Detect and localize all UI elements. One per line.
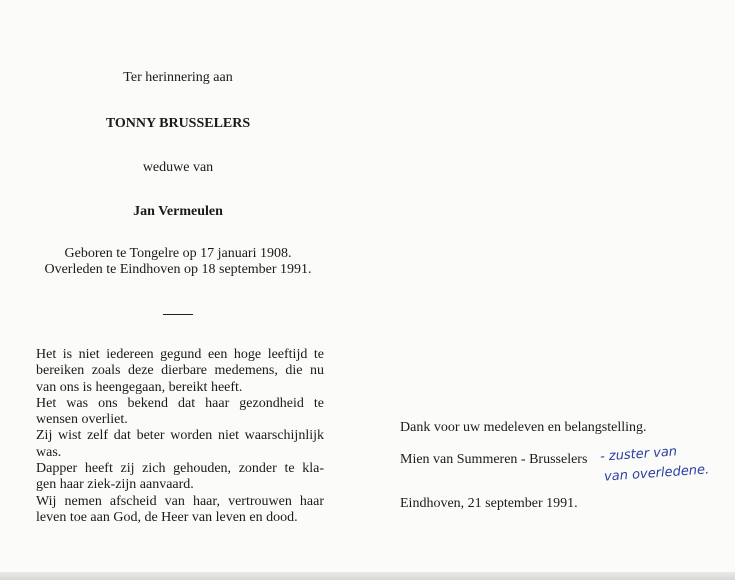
paragraph-line: Het is niet iedereen gegund een hoge leeftijd te (36, 347, 324, 362)
handwritten-note-line-1: - zuster van (599, 444, 678, 465)
paragraph-line: Wij nemen afscheid van haar, vertrouwen haar (36, 493, 324, 509)
thanks-text: Dank voor uw medeleven en belangstelling. (400, 420, 647, 435)
paragraph-line: gen haar ziek-zijn aanvaard. (36, 477, 194, 493)
card-bottom-edge (0, 572, 735, 580)
divider-line (163, 314, 193, 315)
deceased-name: TONNY BRUSSELERS (105, 116, 251, 131)
paragraph-line: wensen overliet. (36, 412, 128, 428)
paragraph-line: was. (36, 444, 62, 460)
memorial-paragraph (36, 347, 324, 526)
relation-text: weduwe van (142, 160, 214, 175)
death-line: Overleden te Eindhoven op 18 september 1991. (44, 262, 312, 277)
paragraph-line: Zij wist zelf dat beter worden niet waarschijnlijk (36, 428, 324, 444)
paragraph-line: Dapper heeft zij zich gehouden, zonder te kla- (36, 461, 324, 477)
intro-text: Ter herinnering aan (123, 70, 233, 85)
signatory-name: Mien van Summeren - Brusselers (400, 452, 588, 467)
place-date: Eindhoven, 21 september 1991. (400, 496, 578, 511)
birth-line: Geboren te Tongelre op 17 januari 1908. (64, 246, 292, 261)
handwritten-note-line-2: van overledene. (603, 462, 710, 485)
spouse-name: Jan Vermeulen (133, 204, 223, 219)
paragraph-line: Het was ons bekend dat haar gezondheid te (36, 395, 324, 411)
paragraph-line: leven toe aan God, de Heer van leven en dood. (36, 509, 298, 525)
paragraph-line: bereiken zoals deze dierbare medemens, die nu (36, 363, 324, 379)
paragraph-line: van ons is heengegaan, bereikt heeft. (36, 379, 243, 395)
